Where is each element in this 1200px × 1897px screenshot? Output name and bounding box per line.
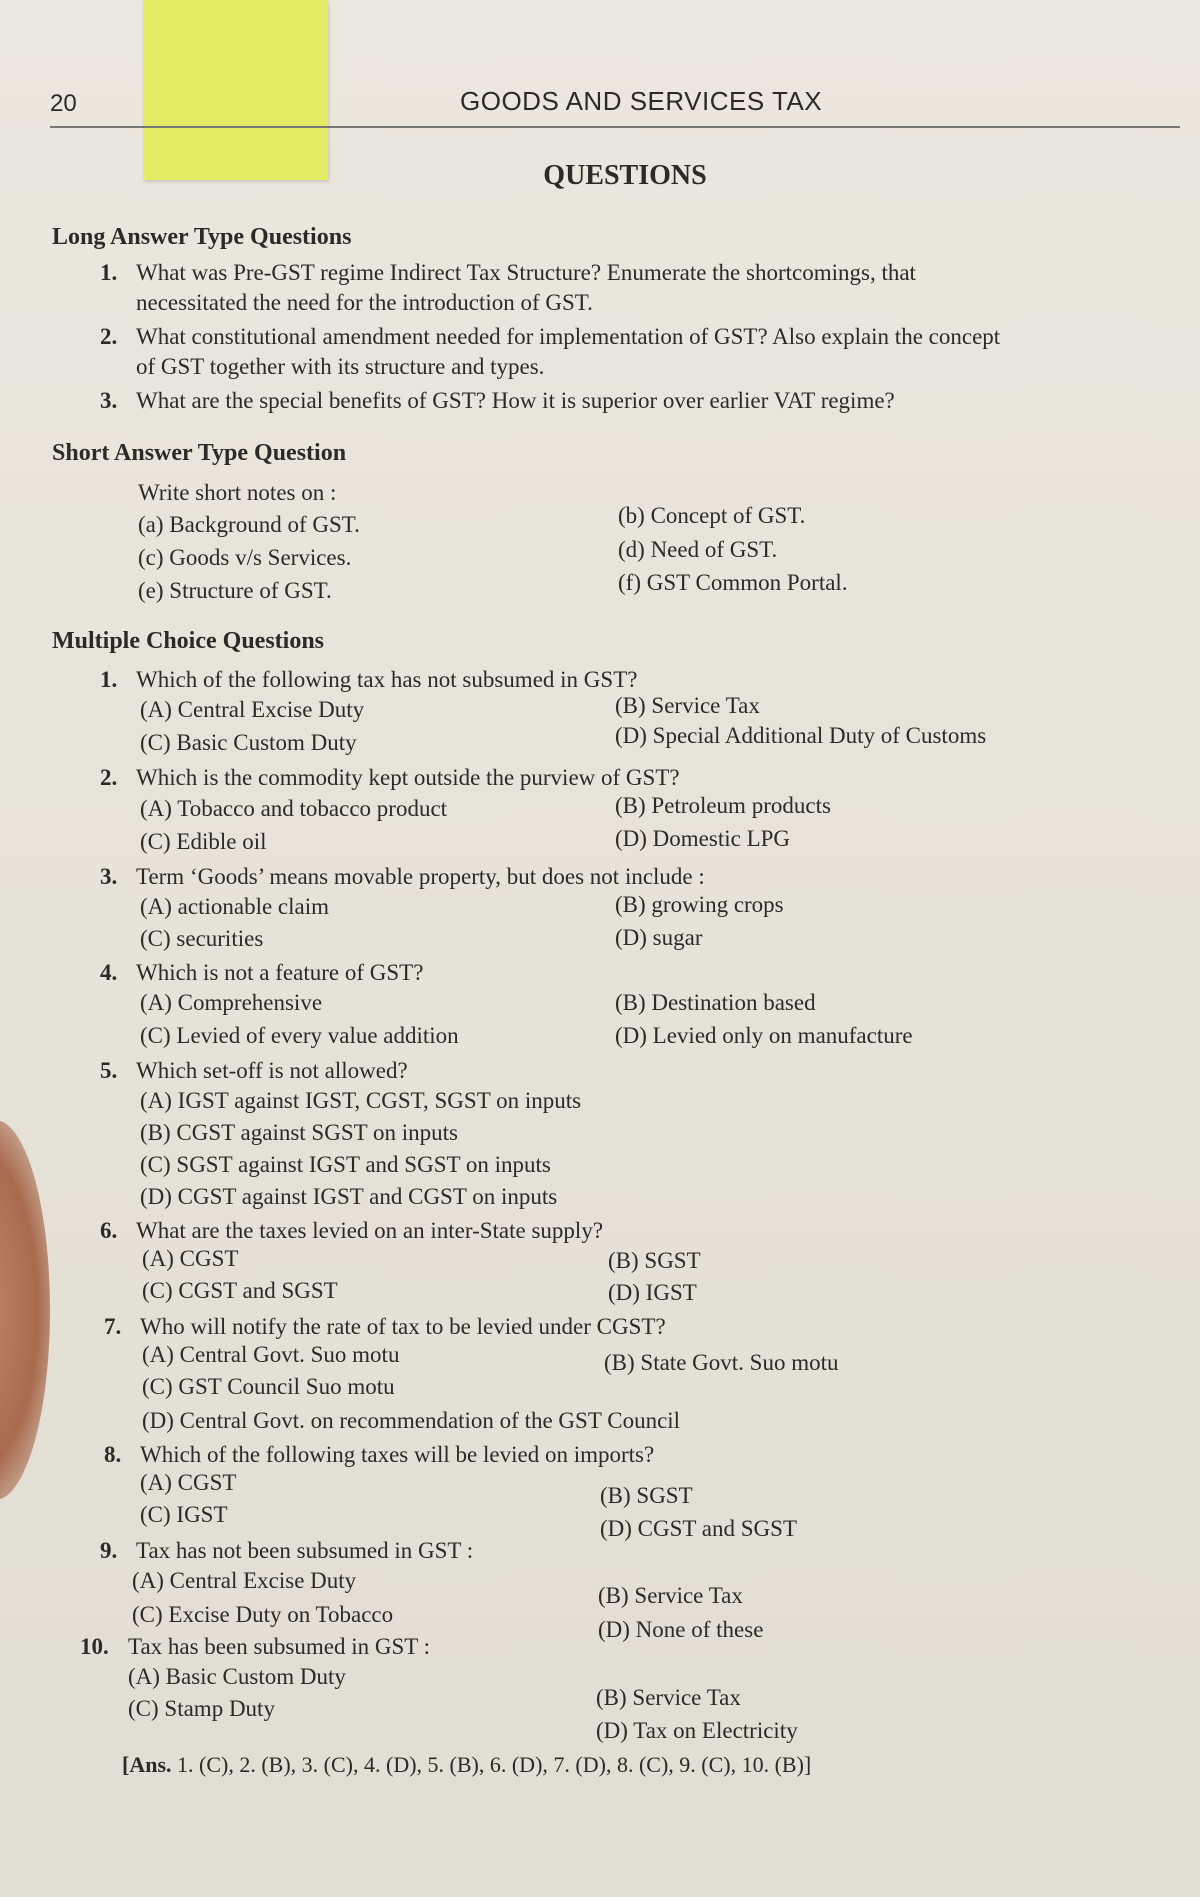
mcq-8-option-b: (B) SGST: [600, 1483, 693, 1508]
mcq-8-option-d: (D) CGST and SGST: [600, 1516, 798, 1541]
question-text: What are the special benefits of GST? How it is superior over earlier VAT regime?: [136, 388, 895, 413]
note-item-a: (a) Background of GST.: [138, 512, 360, 537]
note-item-f: (f) GST Common Portal.: [618, 570, 848, 595]
long-question-3: [100, 386, 1180, 416]
question-number: 2.: [100, 324, 118, 349]
mcq-3-option-d: (D) sugar: [615, 925, 703, 950]
mcq-question-5: [100, 1056, 408, 1086]
answer-key-text: 1. (C), 2. (B), 3. (C), 4. (D), 5. (B), 6. (D), 7. (D), 8. (C), 9. (C), 10. (B)]: [177, 1752, 812, 1777]
mcq-question-1: [100, 665, 637, 695]
mcq-5-option-a: (A) IGST against IGST, CGST, SGST on inputs: [140, 1088, 582, 1113]
mcq-question-4: [100, 958, 423, 988]
mcq-9-option-b: (B) Service Tax: [598, 1583, 743, 1608]
long-answer-heading: Long Answer Type Questions: [52, 224, 352, 250]
note-item-b: (b) Concept of GST.: [618, 503, 806, 528]
mcq-5-option-d: (D) CGST against IGST and CGST on inputs: [140, 1184, 558, 1209]
mcq-5-option-c: (C) SGST against IGST and SGST on inputs: [140, 1152, 551, 1177]
question-text: What are the taxes levied on an inter-State supply?: [136, 1218, 604, 1243]
question-text: Which of the following tax has not subsumed in GST?: [136, 667, 638, 692]
note-item-d: (d) Need of GST.: [618, 537, 778, 562]
mcq-9-option-c: (C) Excise Duty on Tobacco: [132, 1602, 394, 1627]
answer-key: [122, 1752, 811, 1778]
mcq-10-option-c: (C) Stamp Duty: [128, 1696, 275, 1721]
mcq-8-option-c: (C) IGST: [140, 1502, 228, 1527]
question-number: 8.: [104, 1442, 122, 1467]
question-number: 3.: [100, 864, 118, 889]
mcq-6-option-c: (C) CGST and SGST: [142, 1278, 338, 1303]
question-text: Which of the following taxes will be levied on imports?: [140, 1442, 655, 1467]
mcq-1-option-b: (B) Service Tax: [615, 693, 760, 718]
mcq-1-option-a: (A) Central Excise Duty: [140, 697, 365, 722]
mcq-question-9: [100, 1536, 473, 1566]
note-item-e: (e) Structure of GST.: [138, 578, 332, 603]
question-text: Term ‘Goods’ means movable property, but does not include :: [136, 864, 705, 889]
mcq-2-option-b: (B) Petroleum products: [615, 793, 831, 818]
mcq-3-option-c: (C) securities: [140, 926, 264, 951]
running-head: GOODS AND SERVICES TAX: [460, 86, 823, 116]
question-text: Who will notify the rate of tax to be levied under CGST?: [140, 1314, 666, 1339]
mcq-10-option-b: (B) Service Tax: [596, 1685, 741, 1710]
mcq-question-3: [100, 862, 705, 892]
question-text: What was Pre-GST regime Indirect Tax Structure? Enumerate the shortcomings, that: [136, 260, 916, 285]
short-answer-heading: Short Answer Type Question: [52, 440, 347, 466]
page-number: 20: [50, 90, 77, 117]
mcq-4-option-d: (D) Levied only on manufacture: [615, 1023, 913, 1048]
mcq-7-option-d: (D) Central Govt. on recommendation of the GST Council: [142, 1408, 681, 1433]
mcq-1-option-c: (C) Basic Custom Duty: [140, 730, 357, 755]
mcq-8-option-a: (A) CGST: [140, 1470, 237, 1495]
question-text: What constitutional amendment needed for implementation of GST? Also explain the concept: [136, 324, 1001, 349]
mcq-10-option-a: (A) Basic Custom Duty: [128, 1664, 346, 1689]
mcq-6-option-b: (B) SGST: [608, 1248, 701, 1273]
question-number: 1.: [100, 260, 118, 285]
answer-key-label: [Ans.: [122, 1752, 172, 1777]
mcq-question-10: [80, 1632, 430, 1662]
question-text: Tax has been subsumed in GST :: [128, 1634, 431, 1659]
page-header: [50, 82, 1150, 122]
question-number: 4.: [100, 960, 118, 985]
mcq-2-option-c: (C) Edible oil: [140, 829, 267, 854]
question-number: 2.: [100, 765, 118, 790]
short-notes-intro: Write short notes on :: [138, 480, 337, 505]
mcq-7-option-c: (C) GST Council Suo motu: [142, 1374, 395, 1399]
mcq-1-option-d: (D) Special Additional Duty of Customs: [615, 723, 987, 748]
question-number: 10.: [80, 1634, 109, 1659]
mcq-7-option-a: (A) Central Govt. Suo motu: [142, 1342, 400, 1367]
mcq-4-option-a: (A) Comprehensive: [140, 990, 323, 1015]
question-number: 5.: [100, 1058, 118, 1083]
mcq-4-option-b: (B) Destination based: [615, 990, 816, 1015]
question-number: 7.: [104, 1314, 122, 1339]
long-question-2: [100, 322, 1180, 382]
mcq-6-option-d: (D) IGST: [608, 1280, 697, 1305]
mcq-6-option-a: (A) CGST: [142, 1246, 239, 1271]
mcq-heading: Multiple Choice Questions: [52, 628, 325, 654]
question-number: 9.: [100, 1538, 118, 1563]
note-item-c: (c) Goods v/s Services.: [138, 545, 352, 570]
question-text: Tax has not been subsumed in GST :: [136, 1538, 474, 1563]
mcq-3-option-a: (A) actionable claim: [140, 894, 330, 919]
mcq-4-option-c: (C) Levied of every value addition: [140, 1023, 459, 1048]
mcq-7-option-b: (B) State Govt. Suo motu: [604, 1350, 839, 1375]
mcq-question-6: [100, 1216, 603, 1246]
page-title: QUESTIONS: [543, 160, 707, 191]
question-number: 1.: [100, 667, 118, 692]
question-number: 6.: [100, 1218, 118, 1243]
question-text: Which set-off is not allowed?: [136, 1058, 408, 1083]
mcq-5-option-b: (B) CGST against SGST on inputs: [140, 1120, 458, 1145]
mcq-question-7: [104, 1312, 666, 1342]
mcq-3-option-b: (B) growing crops: [615, 892, 784, 917]
mcq-10-option-d: (D) Tax on Electricity: [596, 1718, 798, 1743]
mcq-9-option-d: (D) None of these: [598, 1617, 764, 1642]
question-text: Which is the commodity kept outside the purview of GST?: [136, 765, 680, 790]
question-text-cont: of GST together with its structure and types.: [136, 354, 545, 379]
question-number: 3.: [100, 388, 118, 413]
mcq-question-8: [104, 1440, 654, 1470]
question-text: Which is not a feature of GST?: [136, 960, 424, 985]
mcq-question-2: [100, 763, 680, 793]
mcq-2-option-a: (A) Tobacco and tobacco product: [140, 796, 448, 821]
mcq-9-option-a: (A) Central Excise Duty: [132, 1568, 357, 1593]
mcq-2-option-d: (D) Domestic LPG: [615, 826, 791, 851]
header-rule: [50, 126, 1180, 128]
question-text-cont: necessitated the need for the introduction of GST.: [136, 290, 593, 315]
thumb: [0, 1120, 50, 1500]
long-question-1: [100, 258, 1180, 318]
